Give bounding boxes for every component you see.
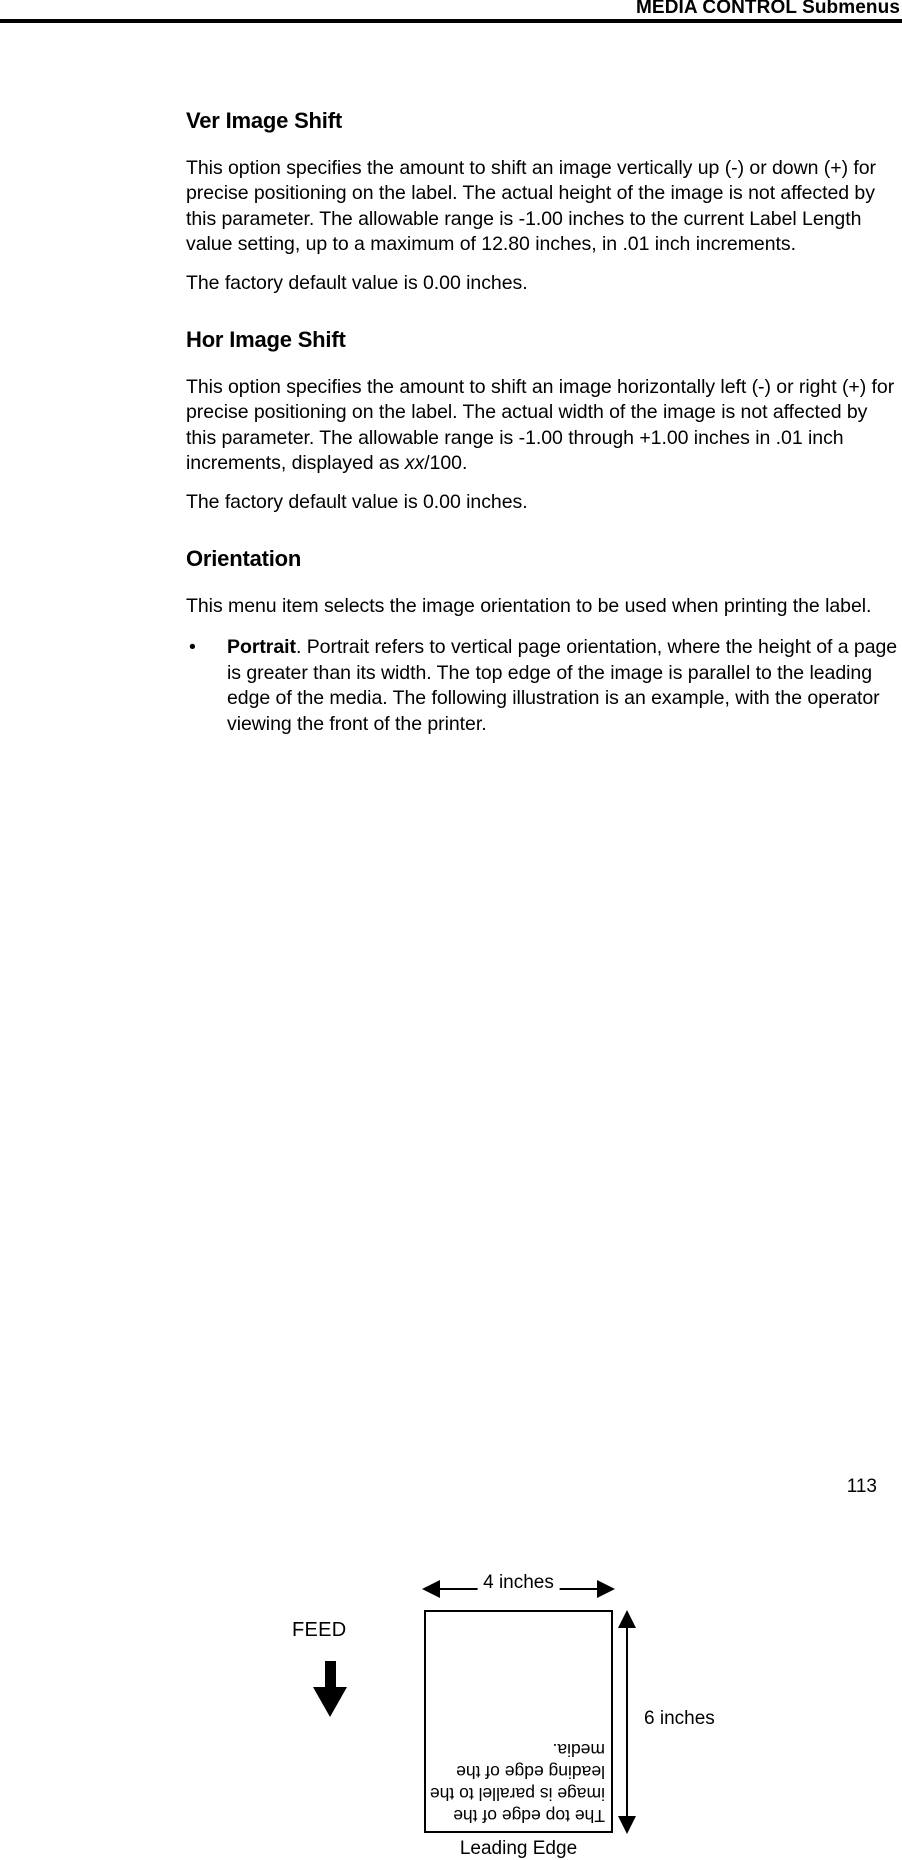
feed-label: FEED [292,1619,347,1641]
paragraph-text-run: This option specifies the amount to shift an image horizontally left (-) or right (+) for precise positioning on the label. The actual width of the image is not affected by this parameter. The allowable range is -1.00 through +1.00 inches in .01 inch increments, displayed as [186,376,895,475]
spacer [186,515,902,546]
media-label-rectangle [424,1610,613,1833]
header-rule [0,19,902,23]
section-heading-orientation: Orientation [186,546,302,572]
list-item-term: Portrait [227,636,296,659]
height-dimension-arrow [618,1612,636,1832]
list-item-body: . Portrait refers to vertical page orientation, where the height of a page is greater than its width. The top edge of the image is parallel to the leading edge of the media. The following illustration is an example, with the operator viewing the front of the printer. [227,636,898,735]
paragraph-hor-image-shift-description [186,375,902,477]
arrow-right-icon [597,1580,615,1598]
page-number: 113 [846,1476,877,1497]
paragraph-ver-image-shift-default: The factory default value is 0.00 inches. [186,271,528,294]
document-content [186,108,902,737]
dimension-line [626,1624,628,1820]
width-dimension-arrow [424,1574,613,1602]
section-heading-hor-image-shift: Hor Image Shift [186,327,346,353]
page-header [0,0,902,24]
list-item-portrait [186,635,902,737]
list-item-text [227,635,902,737]
height-dimension-label: 6 inches [644,1708,715,1729]
width-dimension-label: 4 inches [477,1572,560,1594]
media-rotated-text: The top edge of the image is parallel to the leading edge of the media. [429,1740,605,1826]
leading-edge-label: Leading Edge [459,1838,578,1859]
paragraph-text-tail: /100. [424,452,468,475]
italic-variable-token: xx [404,452,425,475]
arrow-left-icon [422,1580,440,1598]
spacer [186,572,902,594]
arrow-down-icon [618,1816,636,1834]
spacer [186,477,902,490]
paragraph-ver-image-shift-description: This option specifies the amount to shift an image vertically up (-) or down (+) for precise positioning on the label. The actual height of the image is not affected by this parameter. The allowable range is -1.00 inches to the current Label Length value setting, up to a maximum of 12.80 inches, in .01 inch increments. [186,157,876,256]
arrow-head [313,1687,347,1717]
paragraph-orientation-description: This menu item selects the image orientation to be used when printing the label. [186,595,872,618]
section-heading-ver-image-shift: Ver Image Shift [186,108,342,133]
paragraph-hor-image-shift-default: The factory default value is 0.00 inches. [186,490,528,513]
feed-direction-arrow-icon [313,1661,347,1717]
arrow-up-icon [618,1610,636,1628]
spacer [186,134,902,156]
bullet-marker-icon: • [189,636,196,659]
spacer [186,353,902,375]
spacer [186,296,902,327]
spacer [186,258,902,271]
header-title: MEDIA CONTROL Submenus [636,0,900,18]
